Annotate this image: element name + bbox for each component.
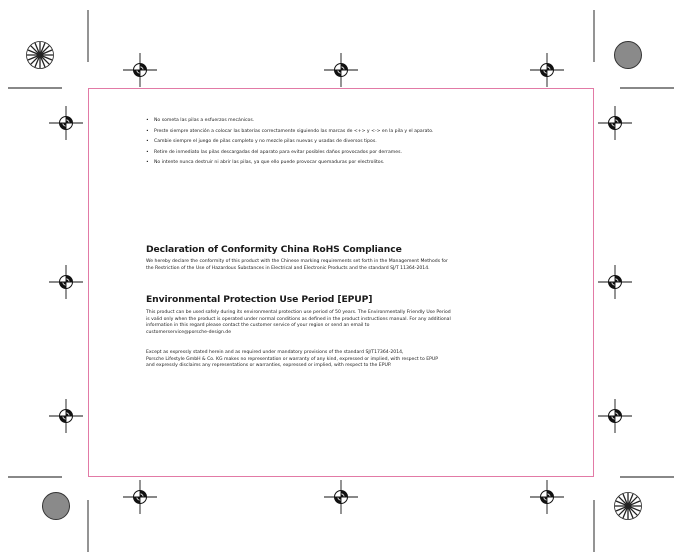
paragraph-line: information in this regard please contact the customer service of your region or send an email to <box>146 323 370 329</box>
disclaimer-paragraph <box>146 350 438 370</box>
epup-paragraph <box>146 310 451 336</box>
email-address: customerservice@porsche-design.de <box>146 329 232 335</box>
epup-heading: Environmental Protection Use Period [EPUP] <box>146 294 373 305</box>
star-target-top-left <box>27 42 54 69</box>
paragraph-line: is valid only when the product is operated under normal conditions as defined in the product instructions manual. For any additional <box>146 316 451 322</box>
gray-circle-top-right <box>615 42 642 69</box>
list-item: • No someta las pilas a esfuerzos mecánicos. <box>146 116 566 127</box>
paragraph-line: and expressly disclaims any representations or warranties, expressed or implied, with respect to the EPUP. <box>146 363 392 369</box>
paragraph-line: This product can be used safely during its environmental protection use period of 50 years. The Environmentally Friendly Use Period <box>146 310 451 315</box>
rohs-paragraph <box>146 259 448 272</box>
paragraph-line: Porsche Lifestyle GmbH & Co. KG makes no representation or warranty of any kind, expressed or implied, with respect to EPUP <box>146 356 439 362</box>
paragraph-line: Except as expressly stated herein and as required under mandatory provisions of the standard SJ/T17364-2014, <box>146 350 404 355</box>
battery-warnings-list <box>146 116 566 169</box>
star-target-bottom-right <box>615 493 642 520</box>
page-content <box>146 116 566 369</box>
paragraph-line: We hereby declare the conformity of this product with the Chinese marking requirements set forth in the Management Methods for <box>146 259 448 264</box>
list-item: • Retire de inmediato las pilas descargadas del aparato para evitar posibles daños provocados por derrames. <box>146 148 566 159</box>
paragraph-line: the Restriction of the Use of Hazardous Substances in Electrical and Electronic Products and the standard SJ/T 11364-2014. <box>146 265 430 271</box>
rohs-heading: Declaration of Conformity China RoHS Compliance <box>146 244 402 255</box>
list-item: • No intente nunca destruir ni abrir las pilas, ya que ello puede provocar quemaduras por electrolitos. <box>146 158 566 169</box>
gray-circle-bottom-left <box>43 493 70 520</box>
list-item: • Cambie siempre el juego de pilas completo y no mezcle pilas nuevas y usadas de diversos tipos. <box>146 137 566 148</box>
list-item: • Preste siempre atención a colocar las baterías correctamente siguiendo las marcas de <+> y <-> en la pila y el aparato. <box>146 127 566 138</box>
